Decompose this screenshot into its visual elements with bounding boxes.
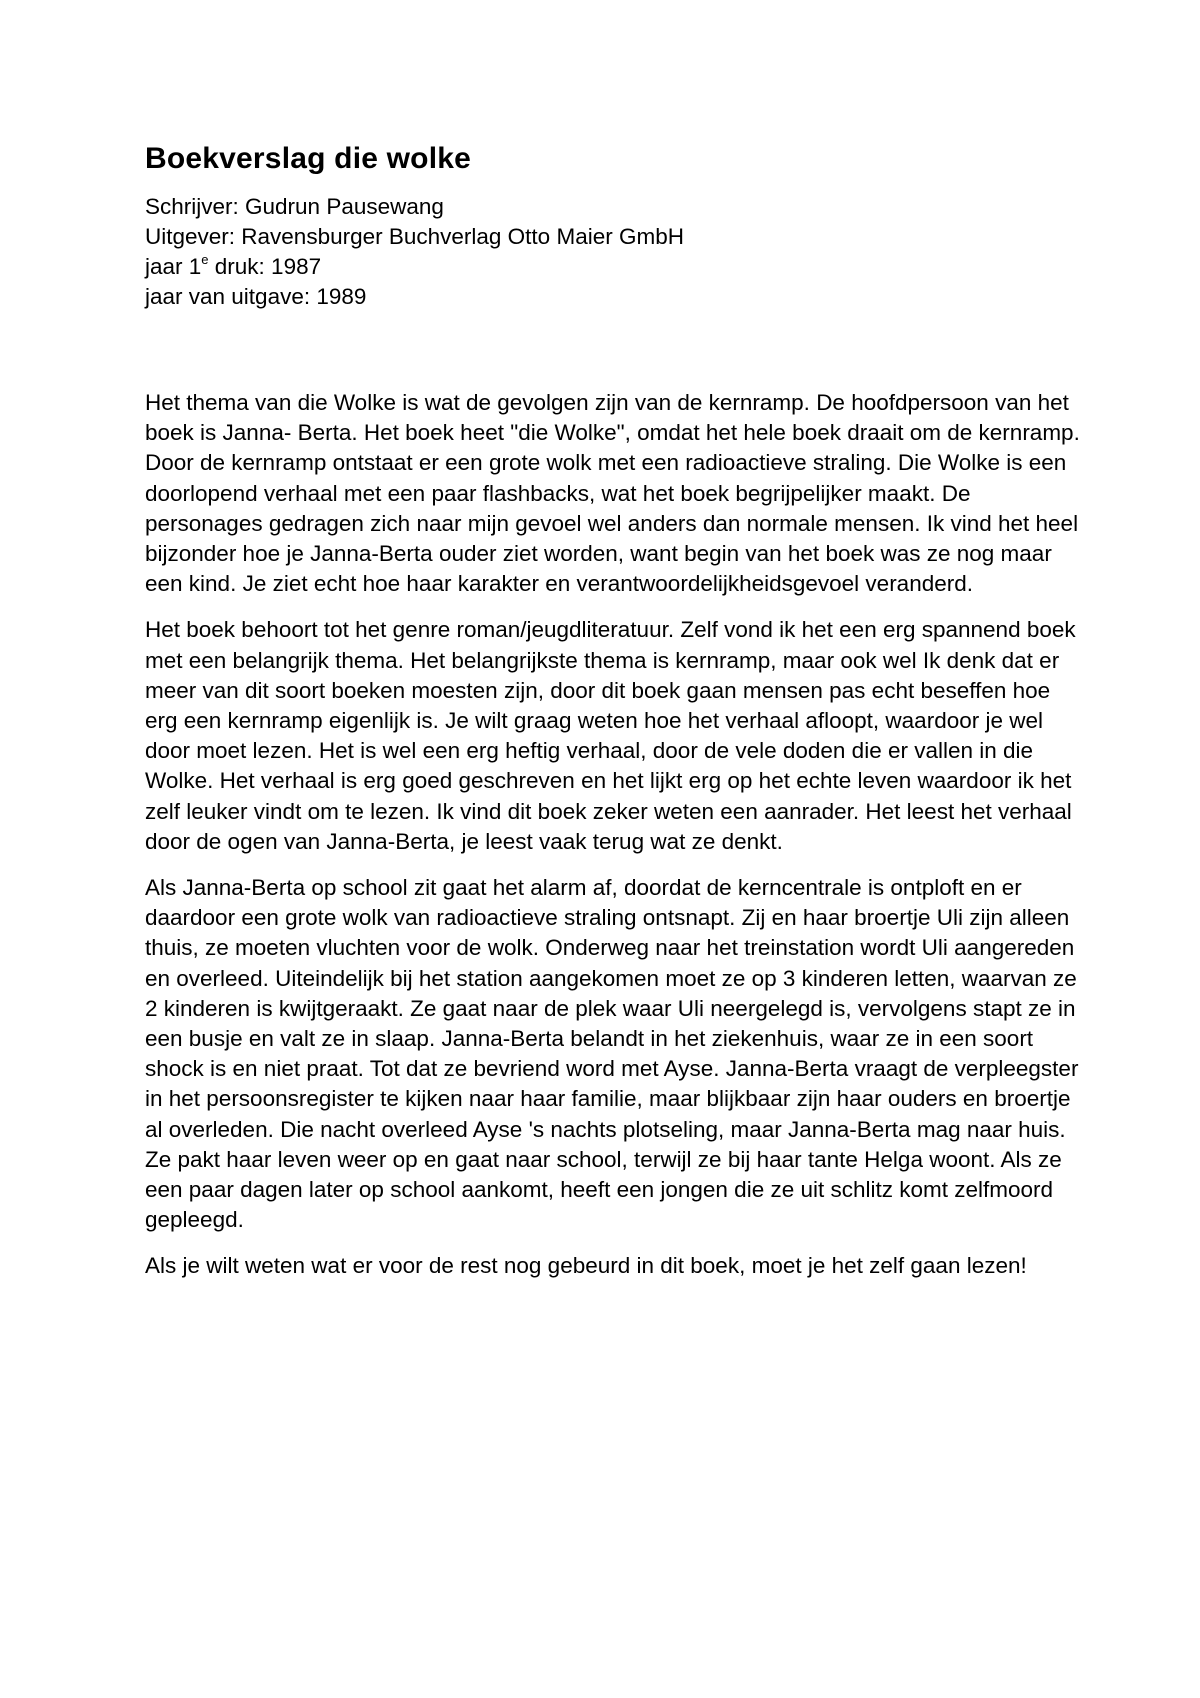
paragraph-summary: Als Janna-Berta op school zit gaat het alarm af, doordat de kerncentrale is ontploft en er daardoor een grote wolk van radioactieve straling ontsnapt. Zij en haar broertje Uli zijn alleen thuis, ze moeten vluchten voor de wolk. Onderweg naar het treinstation wordt Uli aangereden en overleed. Uiteindelijk bij het station aangekomen moet ze op 3 kinderen letten, waarvan ze 2 kinderen is kwijtgeraakt. Ze gaat naar de plek waar Uli neergelegd is, vervolgens stapt ze in een busje en valt ze in slaap. Janna-Berta belandt in het ziekenhuis, waar ze in een soort shock is en niet praat. Tot dat ze bevriend word met Ayse. Janna-Berta vraagt de verpleegster in het persoonsregister te kijken naar haar familie, maar blijkbaar zijn haar ouders en broertje al overleden. Die nacht overleed Ayse 's nachts plotseling, maar Janna-Berta mag naar huis. Ze pakt haar leven weer op en gaat naar school, terwijl ze bij haar tante Helga woont. Als ze een paar dagen later op school aankomt, heeft een jongen die ze uit schlitz komt zelfmoord gepleegd. [145,875,1079,1233]
first-print-prefix: jaar 1 [145,254,202,279]
publisher-line: Uitgever: Ravensburger Buchverlag Otto Maier GmbH [145,224,684,249]
publication-year-line: jaar van uitgave: 1989 [145,284,367,309]
paragraph-theme: Het thema van die Wolke is wat de gevolgen zijn van de kernramp. De hoofdpersoon van het boek is Janna- Berta. Het boek heet "die Wolke", omdat het hele boek draait om de kernramp. Door de kernramp ontstaat er een grote wolk met een radioactieve straling. Die Wolke is een doorlopend verhaal met een paar flashbacks, wat het boek begrijpelijker maakt. De personages gedragen zich naar mijn gevoel wel anders dan normale mensen. Ik vind het heel bijzonder hoe je Janna-Berta ouder ziet worden, want begin van het boek was ze nog maar een kind. Je ziet echt hoe haar karakter en verantwoordelijkheidsgevoel veranderd. [145,390,1080,597]
document-page [145,140,1080,1298]
document-title: Boekverslag die wolke [145,142,472,175]
paragraph-closing: Als je wilt weten wat er voor de rest nog gebeurd in dit boek, moet je het zelf gaan lezen! [145,1253,1027,1279]
paragraph-genre-opinion: Het boek behoort tot het genre roman/jeugdliteratuur. Zelf vond ik het een erg spannend boek met een belangrijk thema. Het belangrijkste thema is kernramp, maar ook wel Ik denk dat er meer van dit soort boeken moesten zijn, door dit boek gaan mensen pas echt beseffen hoe erg een kernramp eigenlijk is. Je wilt graag weten hoe het verhaal afloopt, waardoor je wel door moet lezen. Het is wel een erg heftig verhaal, door de vele doden die er vallen in die Wolke. Het verhaal is erg goed geschreven en het lijkt erg op het echte leven waardoor ik het zelf leuker vindt om te lezen. Ik vind dit boek zeker weten een aanrader. Het leest het verhaal door de ogen van Janna-Berta, je leest vaak terug wat ze denkt. [145,617,1076,854]
first-print-line [145,252,1080,282]
first-print-superscript: e [201,251,209,267]
first-print-suffix: druk: 1987 [208,254,322,279]
report-body [145,388,1080,1282]
book-metadata [145,192,1080,312]
author-line: Schrijver: Gudrun Pausewang [145,194,444,219]
